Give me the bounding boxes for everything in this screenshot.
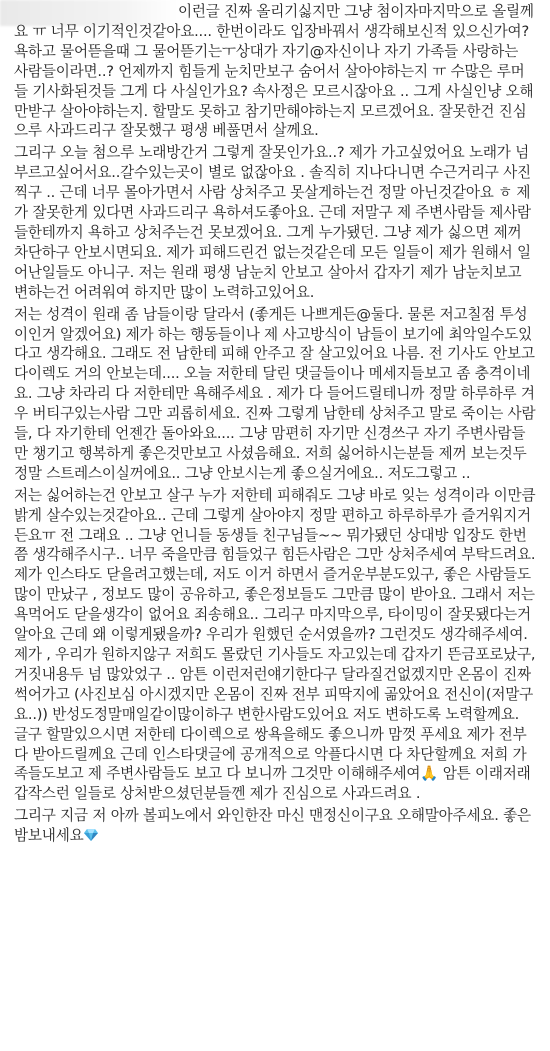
caption-paragraph-4: 저는 싫어하는건 안보고 살구 누가 저한테 피해줘도 그냥 바로 잊는 성격이라 이만큼 밝게 살수있는것같아요.. 근데 그렇게 살아야지 정말 편하고 하루하루가 즐거워지거든요ㅠ 전 그래요 .. 그냥 언니들 동생들 친구님들~~ 뭐가됐던 상대방 입장도 한번쯤 생각해주시구.. 너무 죽을만큼 힘들었구 힘든사람은 그만 상처주세여 부탁드려요. 제가 인스타도 닫을려고했는데, 저도 이거 하면서 즐거운부분도있구, 좋은 사람들도 많이 만났구 , 정보도 많이 공유하고, 좋은정보들도 그만큼 많이 받아요. 그래서 저는 욕먹어도 닫을생각이 없어요 죄송해요.. 그리구 마지막으루, 타이밍이 잘못됐다는거 알아요 근데 왜 이렇게됐을까? 우리가 원했던 순서였을까? 그런것도 생각해주세여. 제가 , 우리가 원하지않구 저희도 몰랐던 기사들도 자고있는데 갑자기 뜬금포로났구, 거짓내용두 넘 많았었구 .. 암튼 이런저런얘기한다구 달라질건없겠지만 온몸이 진짜 썩어가고 (사진보심 아시겠지만 온몸이 진짜 전부 피딱지에 곪았어요 전신이(저말구요..)) 반성도정말매일같이많이하구 변한사람도있어요 저도 변하도록 노력할께요. 글구 할말있으시면 저한테 다이렉으로 쌍욕을해도 좋으니까 맘껏 푸세요 제가 전부 다 받아드릴께요 근데 인스타댓글에 공개적으로 악플다시면 다 차단할께요 저희 가족들도보고 제 주변사람들도 보고 다 보니까 그것만 이해해주세여🙏 암튼 이래저래 갑작스런 일들로 상처받으셨던분들껜 제가 진심으로 사과드려요 . (14, 486, 540, 803)
caption-paragraph-3: 저는 성격이 원래 좀 남들이랑 달라서 (좋게든 나쁘게든@둘다. 물론 저고칠점 투성이인거 알겠어요) 제가 하는 행동들이나 제 사고방식이 남들이 보기에 최악일수도있다고 생각해요. 그래도 전 남한테 피해 안주고 잘 살고있어요 나름. 전 기사도 안보고 다이렉도 거의 안보는데.... 오늘 저한테 달린 댓글들이나 메세지들보고 좀 충격이네요. 그냥 차라리 다 저한테만 욕해주세요 . 제가 다 들어드릴테니까 정말 하루하루 겨우 버티구있는사람 그만 괴롭히세요. 진짜 그렇게 남한테 상처주고 말로 죽이는 사람들, 다 자기한테 언젠간 돌아와요.... 그냥 맘편히 자기만 신경쓰구 자기 주변사람들만 챙기고 행복하게 좋은것만보고 사셨음해요. 저희 싫어하시는분들 제꺼 보는것두 정말 스트레스이실꺼에요.. 그냥 안보시는게 좋으실거에요.. 저도그렇고 .. (14, 305, 540, 482)
gem-icon (84, 827, 98, 839)
caption-paragraph-2: 그리구 오늘 첨으루 노래방간거 그렇게 잘못인가요..? 제가 가고싶었어요 노래가 넘 부르고싶어서요..갈수있는곳이 별로 없잖아요 . 솔직히 지나다니면 수근거리구 사진찍구 .. 근데 너무 몰아가면서 사람 상처주고 못살게하는건 정말 아닌것같아요 ㅎ 제가 잘못한게 있다면 사과드리구 욕하셔도좋아요. 근데 저말구 제 주변사람들 제사람들한테까지 욕하고 상처주는건 못보겠어요. 그게 누가됐던. 그냥 제가 싫으면 제꺼 차단하구 안보시면되요. 제가 피해드린건 없는것같은데 모든 일들이 제가 원해서 일어난일들도 아니구. 저는 원래 평생 남눈치 안보고 살아서 갑자기 제가 남눈치보고 변하는건 어려워여 하지만 많이 노력하고있어요. (14, 144, 534, 301)
caption-paragraph-5-text: 그리구 지금 저 아까 볼피노에서 와인한잔 마신 맨정신이구요 오해말아주세요. 좋은밤보내세요 (14, 807, 531, 845)
caption-paragraph-1: 이런글 진짜 올리기싫지만 그냥 첨이자마지막으로 올릴께요 ㅠ 너무 이기적인것같아요.... 한번이라도 입장바꿔서 생각해보신적 있으신가여? 욕하고 물어뜯을때 그 물어뜯기는ㅜ상대가 자기@자신이나 자기 가족들 사랑하는 사람들이라면..? 언제까지 힘들게 눈치만보구 숨어서 살아야하는지 ㅠ 수많은 루머들 기사화된것들 그게 다 사실인가요? 속사정은 모르시잖아요 .. 그게 사실인냥 오해만받구 살아야하는지. 할말도 못하고 참기만해야하는지 모르겠어요. 잘못한건 진심으루 사과드리구 잘못했구 평생 베풀면서 살께요. (14, 3, 534, 140)
caption-paragraph-5 (14, 806, 536, 846)
